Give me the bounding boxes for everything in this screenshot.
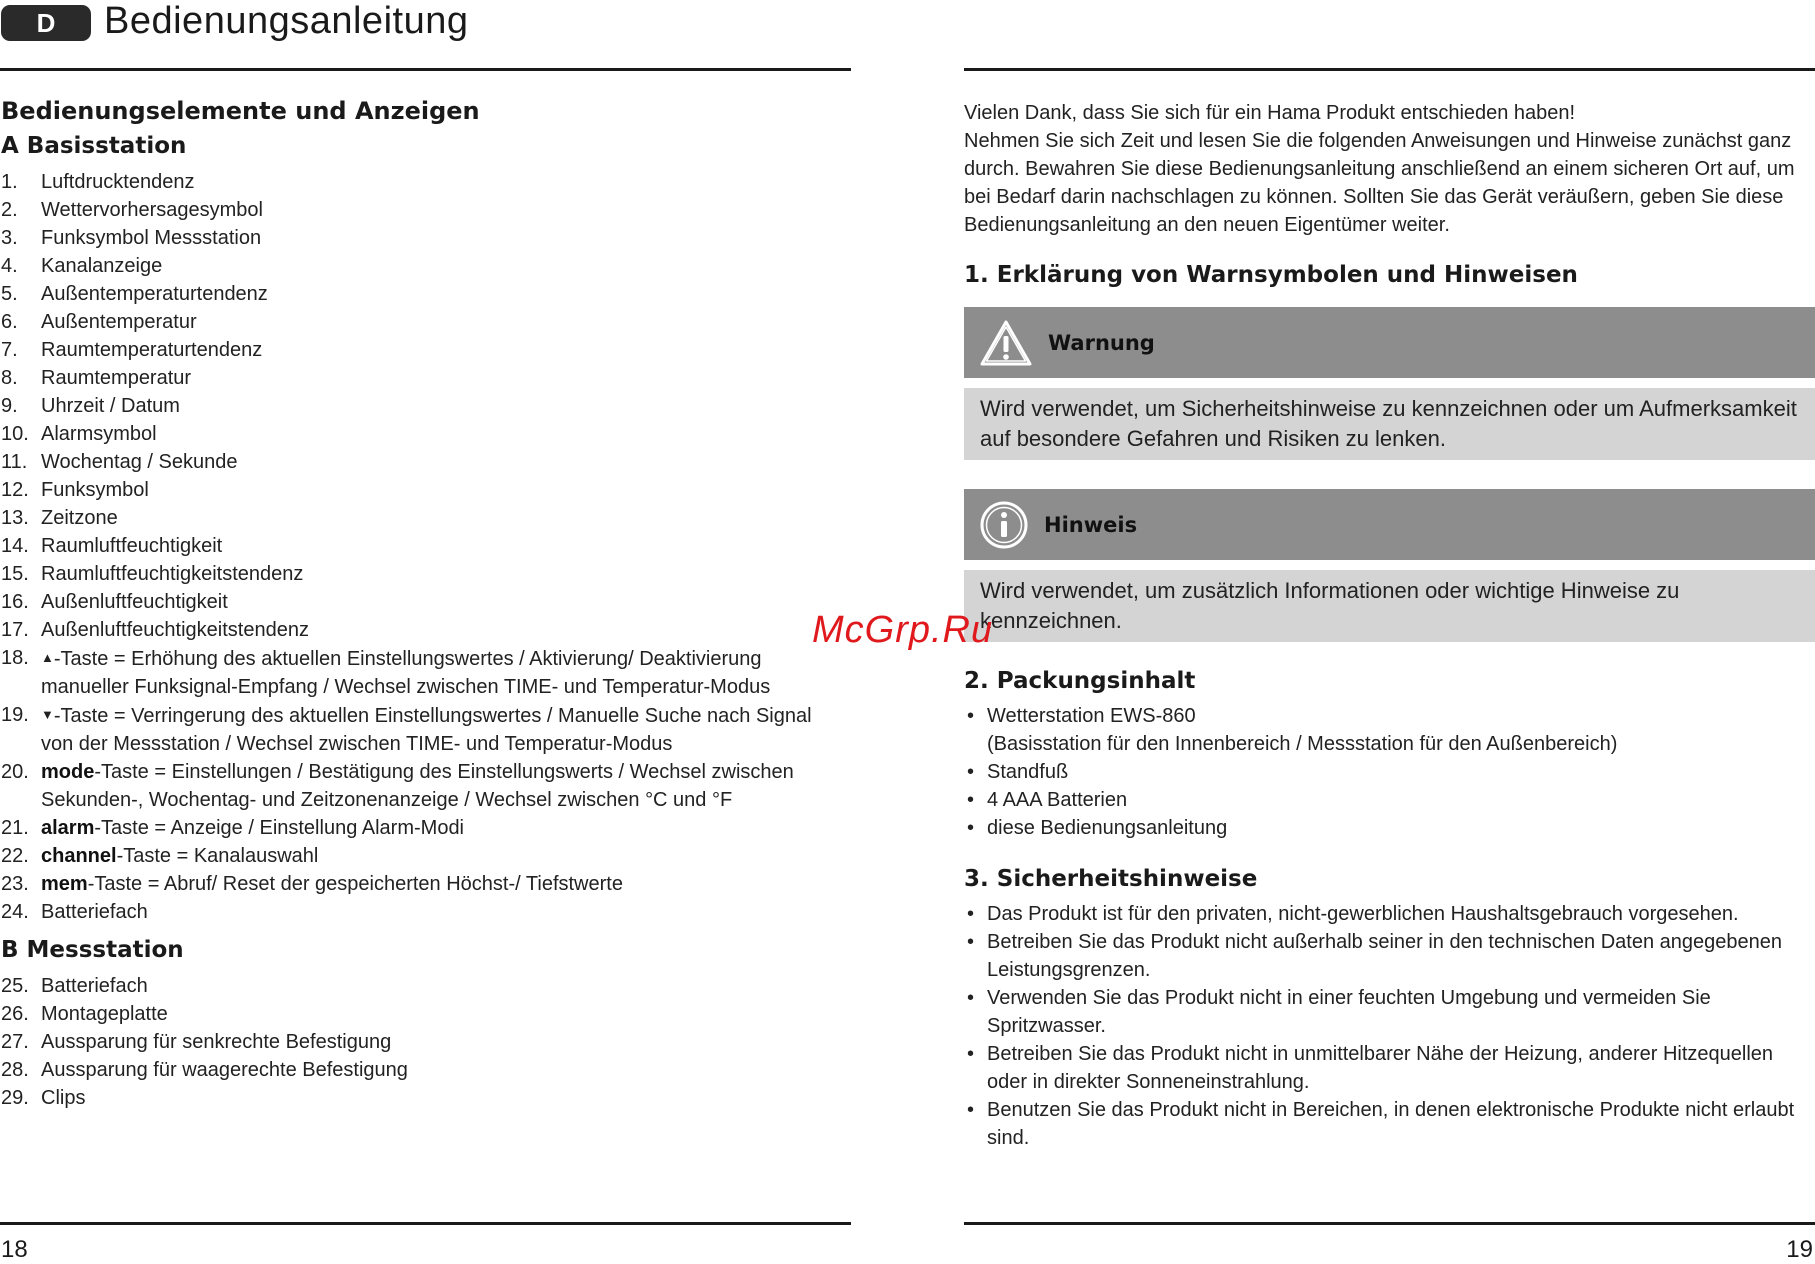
bullet-item [964,758,1815,786]
item-text: Raumluftfeuchtigkeitstendenz [41,563,304,585]
item-text: Luftdrucktendenz [41,171,195,193]
list-item [1,560,841,588]
top-rule-right [964,68,1815,71]
list-item: 21. alarm-Taste = Anzeige / Einstellung Alarm-Modi [1,817,465,839]
intro-paragraph [964,99,1815,239]
item-number: 7. [1,339,18,361]
list-item [1,616,841,644]
list-item [1,476,841,504]
bullet-line: diese Bedienungsanleitung [987,817,1228,839]
item-text: Außenluftfeuchtigkeitstendenz [41,619,309,641]
list-item [1,1056,841,1084]
measuring-station-list [1,972,841,1112]
bullet-item [964,928,1815,984]
bullet-item [964,1096,1815,1152]
item-text: Uhrzeit / Datum [41,395,180,417]
controls-heading: Bedienungselemente und Anzeigen [1,97,480,125]
list-item [1,448,841,476]
warning-box-body: Wird verwendet, um Sicherheitshinweise zu kennzeichnen oder um Aufmerksamkeit auf besondere Gefahren und Risiken zu lenken. [964,388,1815,460]
item-number: 6. [1,311,18,333]
item-text: Außentemperatur [41,311,197,333]
item-number: 13. [1,507,29,529]
watermark: McGrp.Ru [812,609,994,651]
item-number: 25. [1,975,29,997]
list-item: 18. ▲-Taste = Erhöhung des aktuellen Einstellungswertes / Aktivierung/ Deaktivierung manueller Funksignal-Empfang / Wechsel zwischen TIME- und Temperatur-Modus [1,647,771,698]
list-item: 22. channel-Taste = Kanalauswahl [1,845,319,867]
list-item [1,588,841,616]
list-item [1,972,841,1000]
item-text: Zeitzone [41,507,118,529]
list-item [1,420,841,448]
item-text: Kanalanzeige [41,255,163,277]
safety-list [964,900,1815,1152]
page-number-right: 19 [1786,1236,1813,1263]
item-number: 4. [1,255,18,277]
bullet-line: Betreiben Sie das Produkt nicht außerhalb seiner in den technischen Daten angegebenen [987,931,1782,953]
item-number: 10. [1,423,29,445]
top-rule-left [0,68,851,71]
item-text: Wettervorhersagesymbol [41,199,263,221]
list-item [1,504,841,532]
item-number: 9. [1,395,18,417]
bullet-item [964,814,1815,842]
item-text: Aussparung für senkrechte Befestigung [41,1031,392,1053]
document-title: Bedienungsanleitung [104,0,469,42]
bullet-line: Spritzwasser. [987,1015,1106,1037]
note-box-body: Wird verwendet, um zusätzlich Informationen oder wichtige Hinweise zu kennzeichnen. [964,570,1815,642]
bullet-line: Das Produkt ist für den privaten, nicht-gewerblichen Haushaltsgebrauch vorgesehen. [987,903,1739,925]
item-text: Raumtemperatur [41,367,192,389]
item-number: 8. [1,367,18,389]
warning-box-header [964,307,1815,378]
bullet-line: Verwenden Sie das Produkt nicht in einer feuchten Umgebung und vermeiden Sie [987,987,1711,1009]
list-item [1,168,841,196]
down-arrow-icon: ▼ [41,707,54,722]
bullet-line: Betreiben Sie das Produkt nicht in unmittelbarer Nähe der Heizung, anderer Hitzequellen [987,1043,1774,1065]
bottom-rule-left [0,1222,851,1225]
intro-line: bei Bedarf darin nachschlagen zu können. Sollten Sie das Gerät veräußern, geben Sie diese [964,186,1784,208]
list-item: 19. ▼-Taste = Verringerung des aktuellen Einstellungswertes / Manuelle Suche nach Signal von der Messstation / Wechsel zwischen TIME- und Temperatur-Modus [1,704,812,755]
item-text: Funksymbol Messstation [41,227,262,249]
list-item: 24. Batteriefach [1,901,148,923]
bullet-line: Benutzen Sie das Produkt nicht in Bereichen, in denen elektronische Produkte nicht erlaubt [987,1099,1795,1121]
list-item [1,308,841,336]
list-item [1,280,841,308]
info-icon [978,499,1030,551]
item-text: Aussparung für waagerechte Befestigung [41,1059,408,1081]
section-a-heading: A Basisstation [1,133,187,159]
list-item: 20. mode-Taste = Einstellungen / Bestätigung des Einstellungswerts / Wechsel zwischen Sekunden-, Wochentag- und Zeitzonenanzeige / Wechsel zwischen °C und °F [1,761,794,811]
note-label: Hinweis [1044,512,1138,537]
bullet-line: sind. [987,1127,1030,1149]
item-number: 5. [1,283,18,305]
list-item: 23. mem-Taste = Abruf/ Reset der gespeicherten Höchst-/ Tiefstwerte [1,873,623,895]
item-text: Raumtemperaturtendenz [41,339,263,361]
up-arrow-icon: ▲ [41,650,54,665]
bullet-item [964,786,1815,814]
item-number: 1. [1,171,18,193]
list-item [1,336,841,364]
intro-line: Vielen Dank, dass Sie sich für ein Hama Produkt entschieden haben! [964,102,1576,124]
item-number: 3. [1,227,18,249]
list-item [1,392,841,420]
bullet-line: Leistungsgrenzen. [987,959,1151,981]
item-number: 14. [1,535,29,557]
bullet-item [964,900,1815,928]
item-text: Funksymbol [41,479,149,501]
list-item [1,1028,841,1056]
item-number: 16. [1,591,29,613]
bullet-line: Standfuß [987,761,1069,783]
package-contents-list [964,702,1815,842]
item-text: Batteriefach [41,975,148,997]
item-number: 29. [1,1087,29,1109]
warning-label: Warnung [1048,330,1155,355]
language-badge: D [1,5,91,41]
intro-line: durch. Bewahren Sie diese Bedienungsanleitung anschließend an einem sicheren Ort auf, um [964,158,1795,180]
page-number-left: 18 [1,1236,28,1263]
item-number: 2. [1,199,18,221]
intro-line: Nehmen Sie sich Zeit und lesen Sie die folgenden Anweisungen und Hinweise zunächst ganz [964,130,1792,152]
warning-icon [978,318,1034,368]
list-item [1,364,841,392]
item-text: Wochentag / Sekunde [41,451,238,473]
item-number: 15. [1,563,29,585]
item-number: 12. [1,479,29,501]
item-number: 28. [1,1059,29,1081]
bullet-item [964,1040,1815,1096]
item-text: Außenluftfeuchtigkeit [41,591,228,613]
item-text: Außentemperaturtendenz [41,283,268,305]
bullet-line: Wetterstation EWS-860 [987,705,1196,727]
item-number: 27. [1,1031,29,1053]
list-item [1,1084,841,1112]
item-text: Raumluftfeuchtigkeit [41,535,223,557]
item-number: 11. [1,451,28,473]
item-text: Clips [41,1087,86,1109]
list-item [1,532,841,560]
section-1-heading: 1. Erklärung von Warnsymbolen und Hinweisen [964,262,1578,288]
bottom-rule-right [964,1222,1815,1225]
section-b-heading: B Messstation [1,937,184,963]
section-2-heading: 2. Packungsinhalt [964,668,1196,694]
bullet-line: oder in direkter Sonneneinstrahlung. [987,1071,1310,1093]
list-item [1,224,841,252]
list-item [1,196,841,224]
base-station-list-keys [1,644,841,926]
bullet-item [964,984,1815,1040]
bullet-item [964,702,1815,758]
item-number: 26. [1,1003,29,1025]
list-item [1,1000,841,1028]
item-number: 17. [1,619,29,641]
note-box-header [964,489,1815,560]
bullet-line: 4 AAA Batterien [987,789,1128,811]
item-text: Alarmsymbol [41,423,157,445]
section-3-heading: 3. Sicherheitshinweise [964,866,1258,892]
item-text: Montageplatte [41,1003,168,1025]
bullet-line: (Basisstation für den Innenbereich / Messstation für den Außenbereich) [987,733,1618,755]
base-station-list [1,168,841,644]
intro-line: Bedienungsanleitung an den neuen Eigentümer weiter. [964,214,1450,236]
list-item [1,252,841,280]
